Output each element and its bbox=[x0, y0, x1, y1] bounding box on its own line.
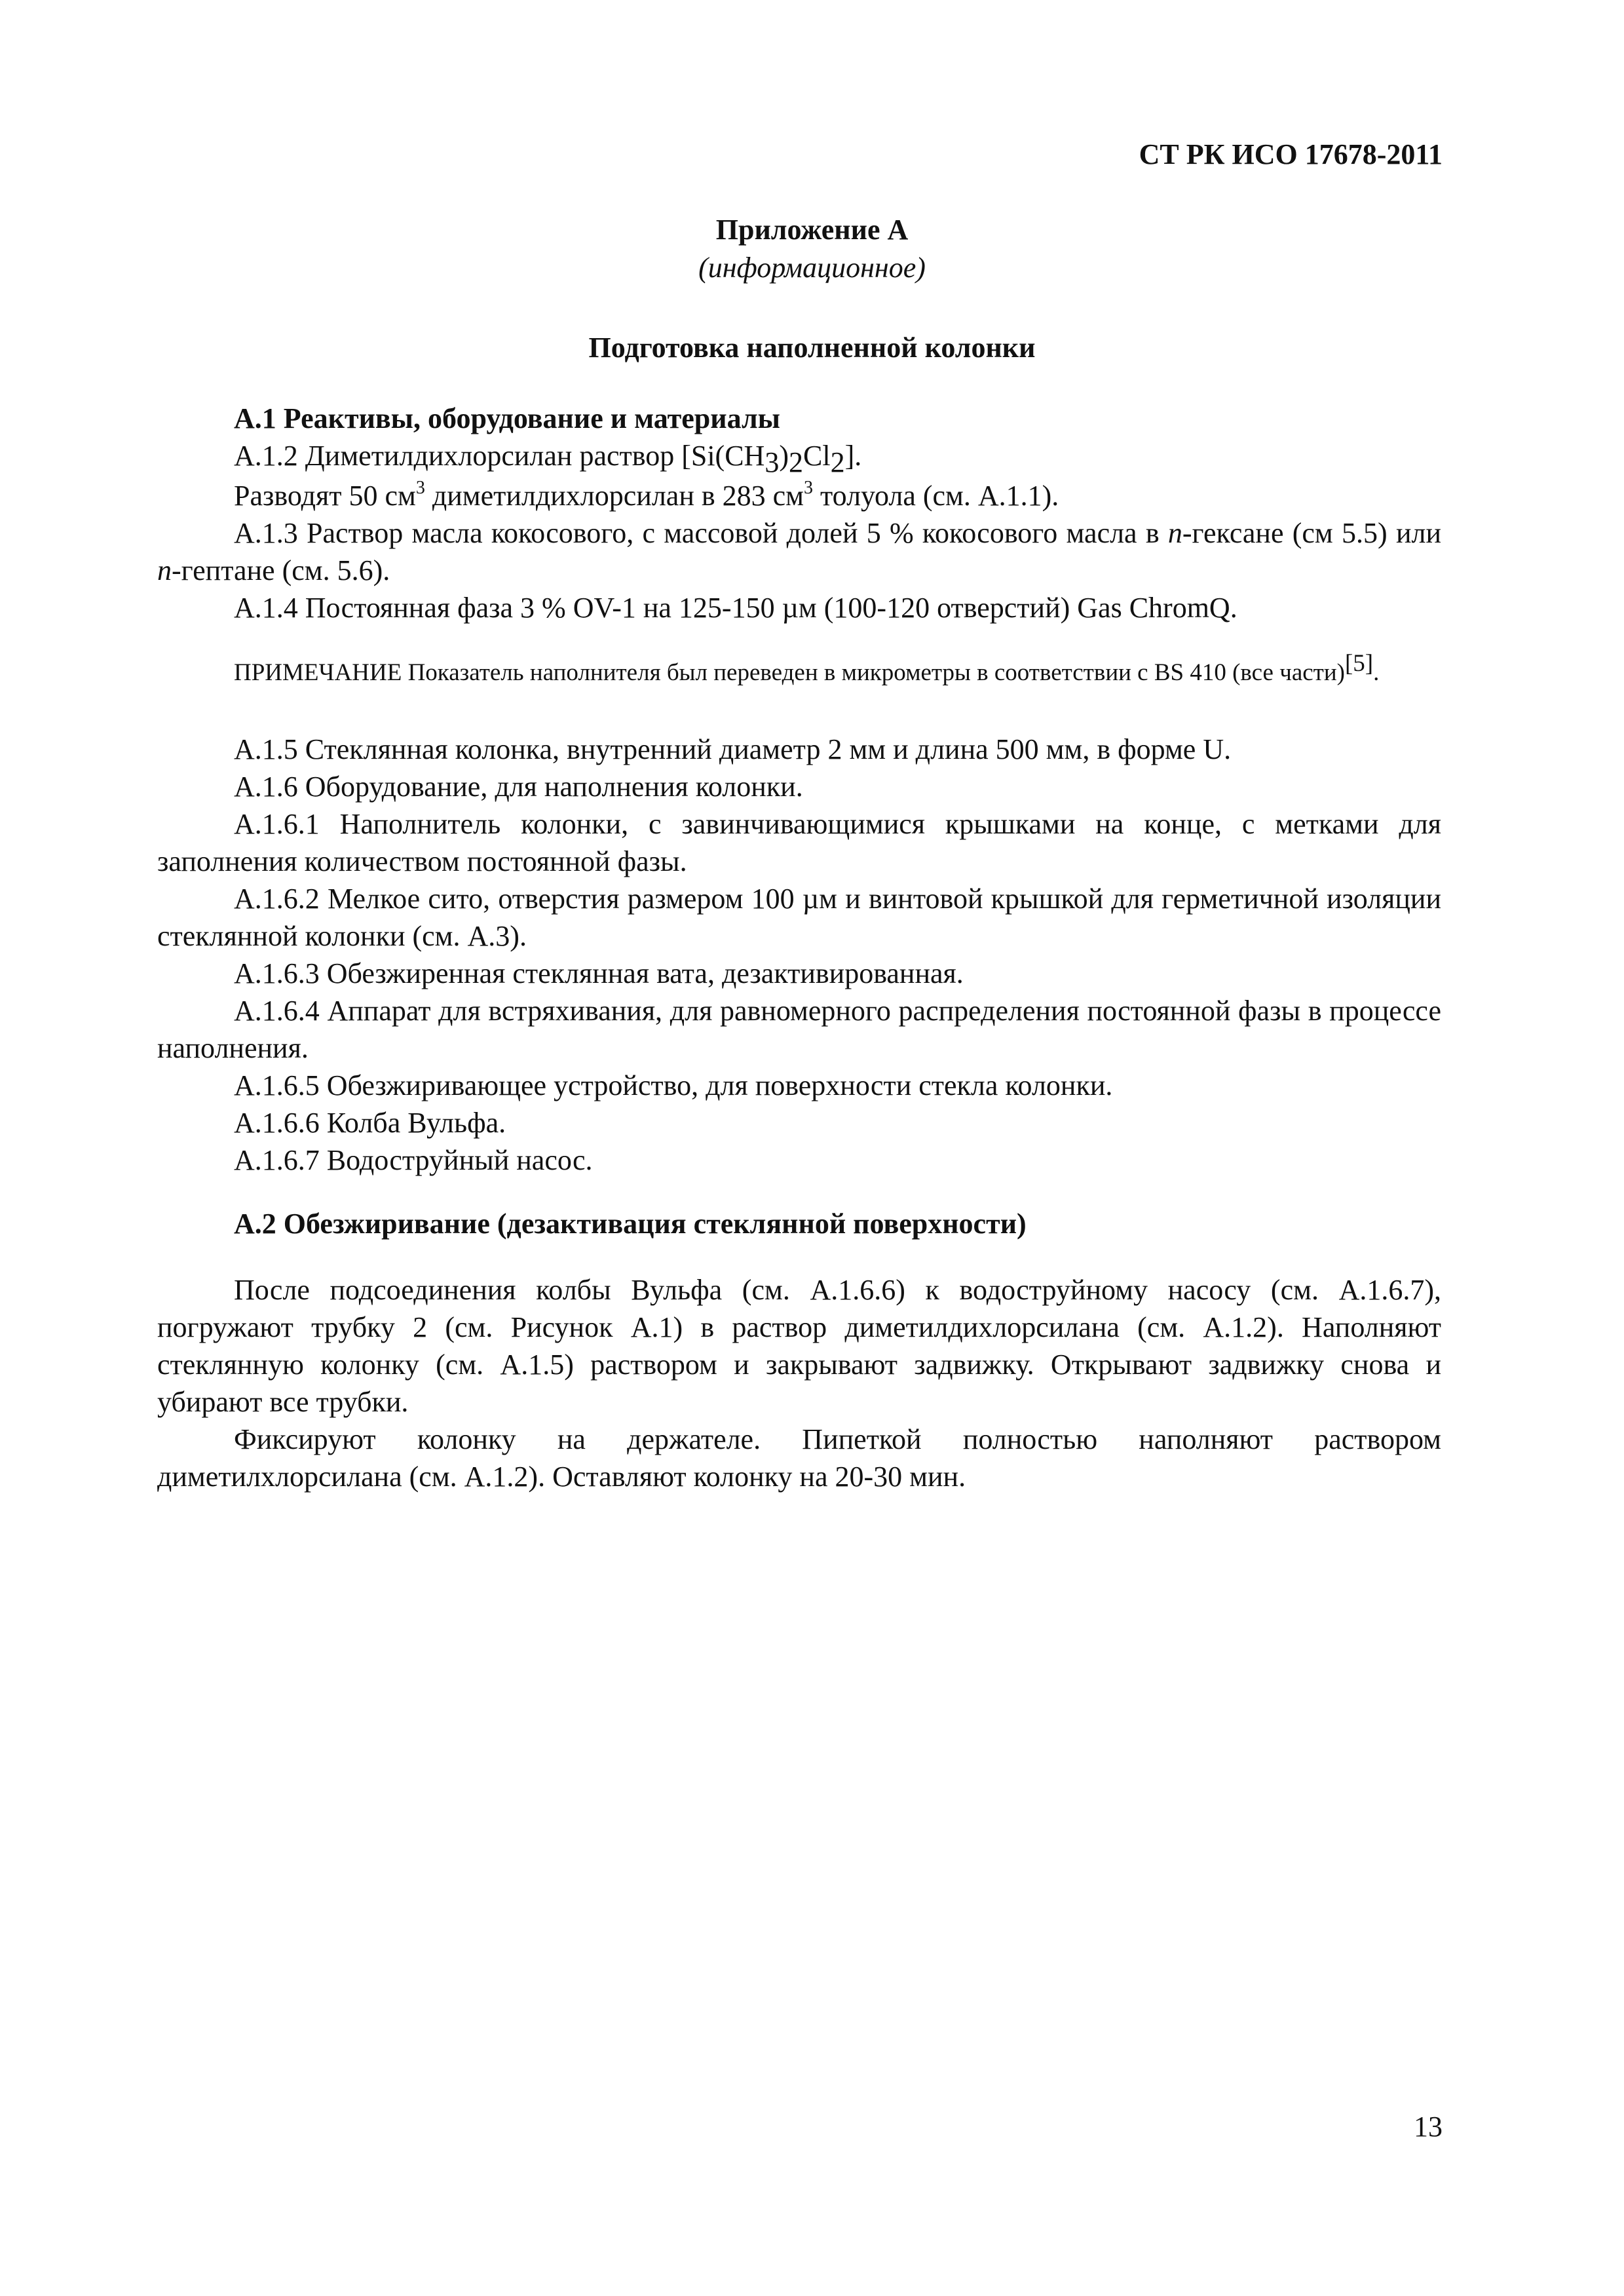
clause-a1-6-1: А.1.6.1 Наполнитель колонки, с завинчивающимися крышками на конце, с метками для заполнения количеством постоянной фазы. bbox=[157, 808, 1441, 877]
section-a1-heading: А.1 Реактивы, оборудование и материалы bbox=[234, 402, 781, 434]
italic-n: n bbox=[157, 554, 172, 586]
clause-a1-2-text: Cl bbox=[803, 440, 831, 472]
clause-a1-2-text: ]. bbox=[844, 440, 862, 472]
clause-a1-6-6: А.1.6.6 Колба Вульфа. bbox=[234, 1107, 506, 1139]
clause-a1-6-7: А.1.6.7 Водоструйный насос. bbox=[234, 1144, 593, 1176]
subscript: 2 bbox=[788, 446, 803, 478]
clause-a1-2-text: ) bbox=[779, 440, 789, 472]
note-reference: [5] bbox=[1344, 650, 1374, 677]
superscript: 3 bbox=[804, 478, 814, 498]
clause-a1-3-text: А.1.3 Раствор масла кокосового, с массовой долей 5 % кокосового масла в bbox=[234, 517, 1168, 549]
dilution-text: Разводят 50 см bbox=[234, 480, 416, 512]
clause-a1-2 bbox=[157, 437, 1441, 478]
clause-a1-3-text: -гексане (см 5.5) или bbox=[1182, 517, 1441, 549]
annex-heading: Подготовка наполненной колонки bbox=[588, 332, 1036, 364]
clause-a1-3-text: -гептане (см. 5.6). bbox=[172, 554, 390, 586]
clause-a1-6-3: А.1.6.3 Обезжиренная стеклянная вата, дезактивированная. bbox=[234, 957, 964, 989]
clause-a1-4: А.1.4 Постоянная фаза 3 % OV-1 на 125-150 µм (100-120 отверстий) Gas ChromQ. bbox=[234, 592, 1237, 624]
clause-a1-5: А.1.5 Стеклянная колонка, внутренний диаметр 2 мм и длина 500 мм, в форме U. bbox=[234, 733, 1232, 765]
page-number: 13 bbox=[1414, 2111, 1443, 2143]
clause-a1-6-4: А.1.6.4 Аппарат для встряхивания, для равномерного распределения постоянной фазы в процессе наполнения. bbox=[157, 995, 1441, 1064]
note-text: . bbox=[1373, 659, 1380, 686]
section-a2-heading: А.2 Обезжиривание (дезактивация стеклянной поверхности) bbox=[234, 1208, 1027, 1240]
standard-code: СТ РК ИСО 17678-2011 bbox=[1139, 138, 1443, 170]
clause-a1-6: А.1.6 Оборудование, для наполнения колонки. bbox=[234, 771, 803, 803]
clause-a1-6-5: А.1.6.5 Обезжиривающее устройство, для поверхности стекла колонки. bbox=[234, 1069, 1113, 1101]
subscript: 3 bbox=[765, 446, 780, 478]
annex-title: Приложение А bbox=[715, 214, 909, 246]
section-a2-paragraph-1: После подсоединения колбы Вульфа (см. А.1.6.6) к водоструйному насосу (см. А.1.6.7), погружают трубку 2 (см. Рисунок А.1) в раствор диметилдихлорсилана (см. А.1.2). Наполняют стеклянную колонку (см. А.1.5) раствором и закрывают задвижку. Открывают задвижку снова и убирают все трубки. bbox=[157, 1274, 1441, 1418]
dilution-text: толуола (см. А.1.1). bbox=[813, 480, 1059, 512]
document-body bbox=[157, 400, 1441, 1495]
clause-a1-6-2: А.1.6.2 Мелкое сито, отверстия размером 100 µм и винтовой крышкой для герметичной изоляции стеклянной колонки (см. А.3). bbox=[157, 883, 1441, 952]
subscript: 2 bbox=[830, 446, 845, 478]
italic-n: n bbox=[1167, 517, 1182, 549]
dilution-line bbox=[157, 477, 1441, 514]
section-a2-paragraph-2: Фиксируют колонку на держателе. Пипеткой полностью наполняют раствором диметилхлорсилана (см. А.1.2). Оставляют колонку на 20-30 мин. bbox=[157, 1423, 1441, 1493]
superscript: 3 bbox=[415, 478, 425, 498]
dilution-text: диметилдихлорсилан в 283 см bbox=[425, 480, 804, 512]
note bbox=[157, 650, 1441, 691]
clause-a1-3 bbox=[157, 514, 1441, 589]
note-text: ПРИМЕЧАНИЕ Показатель наполнителя был переведен в микрометры в соответствии с BS 410 (все части) bbox=[234, 659, 1345, 686]
annex-subtitle: (информационное) bbox=[698, 252, 926, 284]
clause-a1-2-text: А.1.2 Диметилдихлорсилан раствор [Si(CH bbox=[234, 440, 765, 472]
